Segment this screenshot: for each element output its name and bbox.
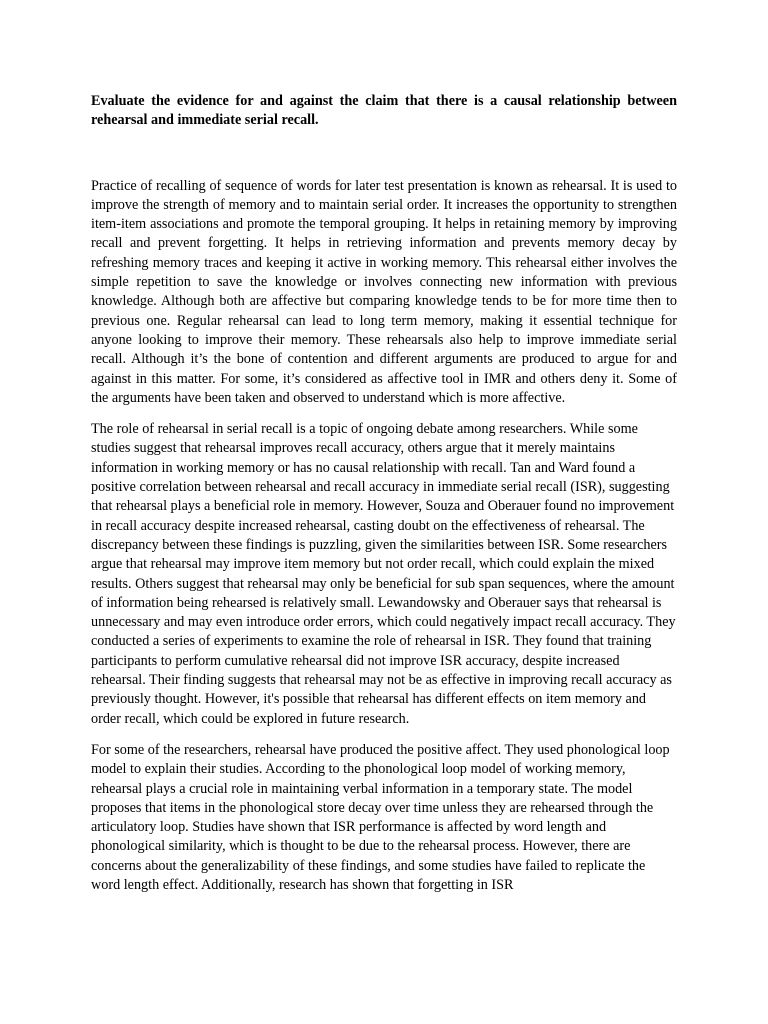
paragraph-2: The role of rehearsal in serial recall is a topic of ongoing debate among researchers. While some studies suggest that rehearsal improves recall accuracy, others argue that it merely maintains information in working memory or has no causal relationship with recall. Tan and Ward found a positive correlation between rehearsal and recall accuracy in immediate serial recall (ISR), suggesting that rehearsal plays a beneficial role in memory. However, Souza and Oberauer found no improvement in recall accuracy despite increased rehearsal, casting doubt on the effectiveness of rehearsal. The discrepancy between these findings is puzzling, given the similarities between ISR. Some researchers argue that rehearsal may improve item memory but not order recall, which could explain the mixed results. Others suggest that rehearsal may only be beneficial for sub span sequences, where the amount of information being rehearsed is relatively small. Lewandowsky and Oberauer says that rehearsal is unnecessary and may even introduce order errors, which could negatively impact recall accuracy. They conducted a series of experiments to examine the role of rehearsal in ISR. They found that training participants to perform cumulative rehearsal did not improve ISR accuracy, despite increased rehearsal. Their finding suggests that rehearsal may not be as effective in improving recall accuracy as previously thought. However, it's possible that rehearsal has different effects on item memory and order recall, which could be explored in future research.: [91, 421, 676, 727]
paragraph-1: Practice of recalling of sequence of words for later test presentation is known as rehearsal. It is used to improve the strength of memory and to maintain serial order. It increases the opportunity to strengthen item-item associations and promote the temporal grouping. It helps in retaining memory by improving recall and prevent forgetting. It helps in retrieving information and prevents memory decay by refreshing memory traces and keeping it active in working memory. This rehearsal either involves the simple repetition to save the knowledge or involves connecting new information with previous knowledge. Although both are affective but comparing knowledge tends to be for more time then to previous one. Regular rehearsal can lead to long term memory, making it essential technique for anyone looking to improve their memory. These rehearsals also help to improve immediate serial recall. Although it’s the bone of contention and different arguments are produced to argue for and against in this matter. For some, it’s considered as affective tool in IMR and others deny it. Some of the arguments have been taken and observed to understand which is more affective.: [91, 177, 677, 406]
paragraph-3: For some of the researchers, rehearsal have produced the positive affect. They used phonological loop model to explain their studies. According to the phonological loop model of working memory, rehearsal plays a crucial role in maintaining verbal information in a temporary state. The model proposes that items in the phonological store decay over time unless they are rehearsed through the articulatory loop. Studies have shown that ISR performance is affected by word length and phonological similarity, which is thought to be due to the rehearsal process. However, there are concerns about the generalizability of these findings, and some studies have failed to replicate the word length effect. Additionally, research has shown that forgetting in ISR: [91, 741, 670, 893]
document-page: [91, 92, 677, 907]
document-title: Evaluate the evidence for and against the claim that there is a causal relationship between rehearsal and immediate serial recall.: [91, 93, 677, 129]
